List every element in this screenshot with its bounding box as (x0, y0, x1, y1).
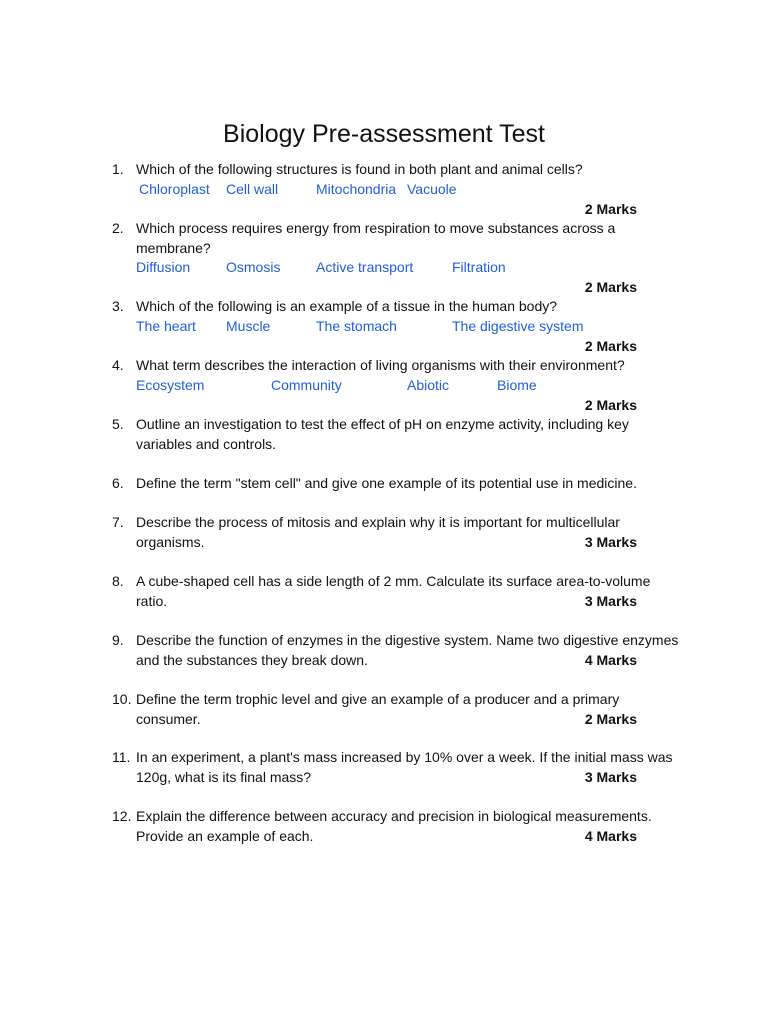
question-number: 1. (112, 161, 124, 177)
question-number: 3. (112, 298, 124, 314)
question-number: 7. (112, 514, 124, 530)
answer-option[interactable]: Muscle (226, 318, 271, 334)
question-number: 4. (112, 357, 124, 373)
answer-option[interactable]: Active transport (316, 259, 414, 275)
marks-label: 4 Marks (584, 652, 637, 668)
answer-option[interactable]: Diffusion (136, 259, 191, 275)
question-text: Define the term "stem cell" and give one example of its potential use in medicine. (136, 475, 637, 491)
answer-option[interactable]: Vacuole (407, 181, 457, 197)
marks-label: 2 Marks (584, 397, 637, 413)
marks-label: 2 Marks (584, 279, 637, 295)
marks-label: 3 Marks (584, 534, 637, 550)
answer-option[interactable]: The heart (136, 318, 196, 334)
question-number: 11. (112, 749, 131, 765)
question-text: Explain the difference between accuracy and precision in biological measurements. Provide an example of each. (136, 808, 652, 844)
answer-option[interactable]: Chloroplast (139, 181, 210, 197)
question-number: 10. (112, 691, 132, 707)
question-text: What term describes the interaction of living organisms with their environment? (136, 357, 625, 373)
question-number: 2. (112, 220, 124, 236)
marks-label: 4 Marks (584, 828, 637, 844)
answer-option[interactable]: Abiotic (407, 377, 450, 393)
question-text: Which of the following structures is found in both plant and animal cells? (136, 161, 583, 177)
question-text: Outline an investigation to test the effect of pH on enzyme activity, including key variables and controls. (136, 416, 629, 452)
marks-label: 3 Marks (584, 593, 637, 609)
answer-option[interactable]: Ecosystem (136, 377, 205, 393)
marks-label: 2 Marks (584, 711, 637, 727)
question-number: 5. (112, 416, 124, 432)
page-title: Biology Pre-assessment Test (223, 120, 545, 148)
answer-option[interactable]: Cell wall (226, 181, 279, 197)
marks-label: 2 Marks (584, 338, 637, 354)
question-number: 9. (112, 632, 124, 648)
answer-option[interactable]: Mitochondria (316, 181, 397, 197)
question-text: In an experiment, a plant's mass increased by 10% over a week. If the initial mass was 120g, what is its final mass? (136, 749, 673, 785)
answer-option[interactable]: Filtration (452, 259, 506, 275)
question-text: Describe the process of mitosis and explain why it is important for multicellular organisms. (136, 514, 620, 550)
question-number: 6. (112, 475, 124, 491)
question-text: A cube-shaped cell has a side length of 2 mm. Calculate its surface area-to-volume ratio. (136, 573, 651, 609)
question-text: Which of the following is an example of a tissue in the human body? (136, 298, 558, 314)
question-number: 8. (112, 573, 124, 589)
answer-option[interactable]: The digestive system (452, 318, 584, 334)
answer-option[interactable]: The stomach (316, 318, 397, 334)
question-number: 12. (112, 808, 132, 824)
question-text: Which process requires energy from respiration to move substances across a membrane? (136, 220, 616, 256)
marks-label: 2 Marks (584, 201, 637, 217)
question-text: Define the term trophic level and give an example of a producer and a primary consumer. (136, 691, 620, 727)
question-text: Describe the function of enzymes in the digestive system. Name two digestive enzymes and the substances they break down. (136, 632, 679, 668)
answer-option[interactable]: Community (271, 377, 342, 393)
answer-option[interactable]: Osmosis (226, 259, 281, 275)
marks-label: 3 Marks (584, 769, 637, 785)
answer-option[interactable]: Biome (497, 377, 537, 393)
